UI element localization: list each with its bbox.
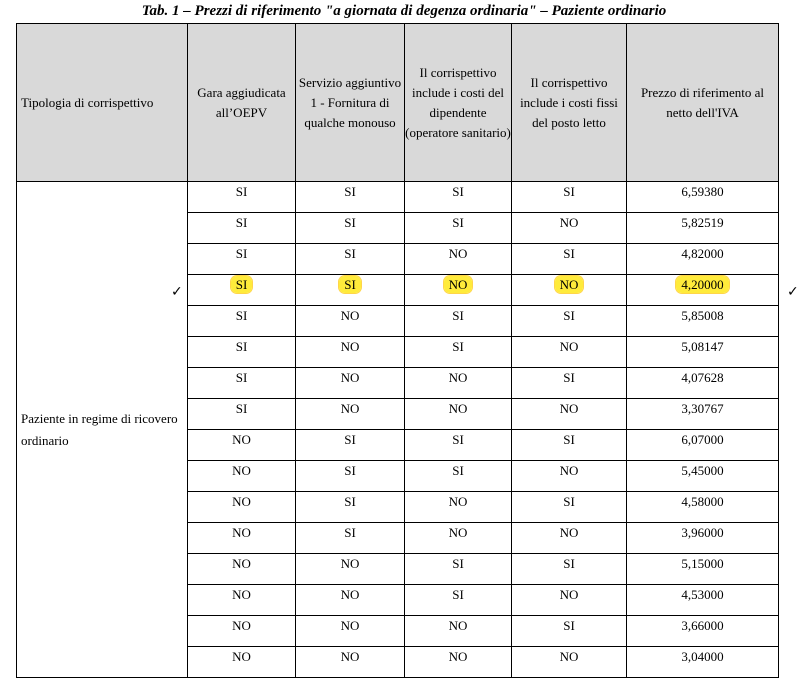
cell-value: NO — [232, 525, 251, 540]
cell-value: 4,82000 — [681, 246, 724, 261]
posto-letto-cell — [512, 306, 627, 337]
cell-value: 5,85008 — [681, 308, 724, 323]
dipendente-cell — [405, 461, 512, 492]
dipendente-cell — [405, 337, 512, 368]
cell-value: 4,53000 — [681, 587, 724, 602]
header-costi-posto-letto: Il corrispettivo include i costi fissi del posto letto — [512, 24, 627, 182]
prezzo-cell — [627, 399, 779, 430]
servizio-cell — [296, 213, 405, 244]
cell-value: NO — [448, 246, 468, 261]
cell-value: NO — [448, 494, 468, 509]
cell-value: NO — [340, 649, 360, 664]
cell-value: NO — [340, 308, 360, 323]
cell-value: 4,58000 — [681, 494, 724, 509]
servizio-cell — [296, 585, 405, 616]
cell-value: NO — [555, 276, 584, 293]
cell-value: SI — [344, 494, 356, 509]
cell-value: NO — [340, 618, 360, 633]
header-gara: Gara aggiudicata all’OEPV — [188, 24, 296, 182]
prezzo-cell — [627, 368, 779, 399]
servizio-cell — [296, 430, 405, 461]
cell-value: 3,66000 — [681, 618, 724, 633]
prezzo-cell — [627, 523, 779, 554]
cell-value: NO — [232, 587, 251, 602]
servizio-cell — [296, 275, 405, 306]
servizio-cell — [296, 554, 405, 585]
cell-value: 5,45000 — [681, 463, 724, 478]
posto-letto-cell — [512, 616, 627, 647]
row-label-cell — [17, 182, 188, 678]
cell-value: SI — [235, 339, 248, 354]
cell-value: SI — [344, 215, 356, 230]
prezzo-cell — [627, 306, 779, 337]
servizio-cell — [296, 244, 405, 275]
cell-value: NO — [232, 432, 251, 447]
posto-letto-cell — [512, 585, 627, 616]
cell-value: SI — [563, 494, 575, 509]
cell-value: 3,04000 — [681, 649, 724, 664]
cell-value: SI — [452, 463, 464, 478]
prezzo-cell — [627, 275, 779, 306]
cell-value: 5,08147 — [681, 339, 724, 354]
posto-letto-cell — [512, 492, 627, 523]
gara-cell — [188, 182, 296, 213]
cell-value: SI — [452, 432, 464, 447]
cell-value: NO — [559, 215, 579, 230]
dipendente-cell — [405, 213, 512, 244]
check-mark-right-icon: ✓ — [787, 283, 799, 300]
posto-letto-cell — [512, 399, 627, 430]
servizio-cell — [296, 337, 405, 368]
cell-value: SI — [563, 308, 575, 323]
cell-value: SI — [235, 246, 248, 261]
cell-value: 6,59380 — [681, 184, 724, 199]
servizio-cell — [296, 647, 405, 678]
dipendente-cell — [405, 492, 512, 523]
dipendente-cell — [405, 616, 512, 647]
cell-value: NO — [232, 463, 251, 478]
cell-value: NO — [448, 401, 468, 416]
cell-value: NO — [559, 525, 579, 540]
cell-value: NO — [448, 370, 468, 385]
gara-cell — [188, 647, 296, 678]
dipendente-cell — [405, 647, 512, 678]
posto-letto-cell — [512, 523, 627, 554]
gara-cell — [188, 306, 296, 337]
servizio-cell — [296, 616, 405, 647]
price-table — [16, 23, 779, 678]
prezzo-cell — [627, 585, 779, 616]
gara-cell — [188, 492, 296, 523]
cell-value: SI — [452, 184, 464, 199]
cell-value: NO — [559, 401, 579, 416]
cell-value: NO — [340, 370, 360, 385]
cell-value: SI — [235, 401, 248, 416]
cell-value: NO — [559, 587, 579, 602]
cell-value: 4,20000 — [676, 276, 728, 293]
servizio-cell — [296, 368, 405, 399]
dipendente-cell — [405, 585, 512, 616]
cell-value: NO — [559, 339, 579, 354]
gara-cell — [188, 399, 296, 430]
cell-value: 5,15000 — [681, 556, 724, 571]
servizio-cell — [296, 492, 405, 523]
prezzo-cell — [627, 647, 779, 678]
dipendente-cell — [405, 275, 512, 306]
gara-cell — [188, 523, 296, 554]
posto-letto-cell — [512, 430, 627, 461]
posto-letto-cell — [512, 275, 627, 306]
cell-value: NO — [444, 276, 473, 293]
gara-cell — [188, 244, 296, 275]
posto-letto-cell — [512, 647, 627, 678]
gara-cell — [188, 337, 296, 368]
cell-value: SI — [235, 184, 248, 199]
cell-value: SI — [563, 618, 575, 633]
servizio-cell — [296, 306, 405, 337]
servizio-cell — [296, 461, 405, 492]
prezzo-cell — [627, 182, 779, 213]
posto-letto-cell — [512, 368, 627, 399]
cell-value: SI — [235, 308, 248, 323]
prezzo-cell — [627, 461, 779, 492]
posto-letto-cell — [512, 213, 627, 244]
gara-cell — [188, 368, 296, 399]
cell-value: SI — [344, 184, 356, 199]
cell-value: NO — [448, 525, 468, 540]
dipendente-cell — [405, 554, 512, 585]
cell-value: SI — [231, 276, 253, 293]
header-prezzo: Prezzo di riferimento al netto dell'IVA — [627, 24, 779, 182]
dipendente-cell — [405, 182, 512, 213]
dipendente-cell — [405, 306, 512, 337]
prezzo-cell — [627, 213, 779, 244]
gara-cell — [188, 554, 296, 585]
posto-letto-cell — [512, 461, 627, 492]
cell-value: SI — [344, 432, 356, 447]
cell-value: SI — [339, 276, 361, 293]
cell-value: SI — [563, 556, 575, 571]
header-row — [17, 24, 779, 182]
cell-value: NO — [232, 494, 251, 509]
cell-value: NO — [340, 401, 360, 416]
header-tipologia: Tipologia di corrispettivo — [17, 24, 188, 182]
posto-letto-cell — [512, 554, 627, 585]
cell-value: SI — [452, 215, 464, 230]
servizio-cell — [296, 399, 405, 430]
cell-value: NO — [559, 463, 579, 478]
dipendente-cell — [405, 430, 512, 461]
table-caption: Tab. 1 – Prezzi di riferimento "a giornata di degenza ordinaria" – Paziente ordinario — [141, 3, 667, 19]
header-costi-dipendente: Il corrispettivo include i costi del dipendente (operatore sanitario) — [405, 24, 512, 182]
cell-value: 5,82519 — [681, 215, 724, 230]
cell-value: NO — [232, 649, 251, 664]
prezzo-cell — [627, 554, 779, 585]
cell-value: NO — [232, 618, 251, 633]
table-row — [17, 182, 779, 213]
prezzo-cell — [627, 616, 779, 647]
cell-value: NO — [340, 587, 360, 602]
cell-value: SI — [344, 246, 356, 261]
cell-value: SI — [235, 370, 248, 385]
gara-cell — [188, 461, 296, 492]
cell-value: NO — [340, 556, 360, 571]
servizio-cell — [296, 523, 405, 554]
cell-value: SI — [235, 215, 248, 230]
cell-value: 4,07628 — [681, 370, 724, 385]
prezzo-cell — [627, 337, 779, 368]
gara-cell — [188, 275, 296, 306]
cell-value: SI — [452, 308, 464, 323]
cell-value: SI — [452, 587, 464, 602]
cell-value: NO — [448, 649, 468, 664]
cell-value: NO — [340, 339, 360, 354]
gara-cell — [188, 585, 296, 616]
cell-value: SI — [452, 556, 464, 571]
gara-cell — [188, 213, 296, 244]
cell-value: 3,30767 — [681, 401, 724, 416]
posto-letto-cell — [512, 337, 627, 368]
cell-value: NO — [448, 618, 468, 633]
check-mark-left-icon: ✓ — [171, 283, 183, 300]
posto-letto-cell — [512, 182, 627, 213]
dipendente-cell — [405, 244, 512, 275]
cell-value: SI — [563, 370, 575, 385]
posto-letto-cell — [512, 244, 627, 275]
cell-value: SI — [344, 463, 356, 478]
prezzo-cell — [627, 492, 779, 523]
dipendente-cell — [405, 368, 512, 399]
cell-value: NO — [232, 556, 251, 571]
cell-value: SI — [563, 432, 575, 447]
dipendente-cell — [405, 523, 512, 554]
gara-cell — [188, 616, 296, 647]
cell-value: NO — [559, 649, 579, 664]
cell-value: SI — [452, 339, 464, 354]
servizio-cell — [296, 182, 405, 213]
row-label-text: Paziente in regime di ricovero ordinario — [21, 410, 178, 448]
dipendente-cell — [405, 399, 512, 430]
prezzo-cell — [627, 430, 779, 461]
cell-value: 3,96000 — [681, 525, 724, 540]
gara-cell — [188, 430, 296, 461]
cell-value: SI — [563, 184, 575, 199]
cell-value: 6,07000 — [681, 432, 724, 447]
header-servizio: Servizio aggiuntivo 1 - Fornitura di qualche monouso — [296, 24, 405, 182]
prezzo-cell — [627, 244, 779, 275]
cell-value: SI — [344, 525, 356, 540]
cell-value: SI — [563, 246, 575, 261]
